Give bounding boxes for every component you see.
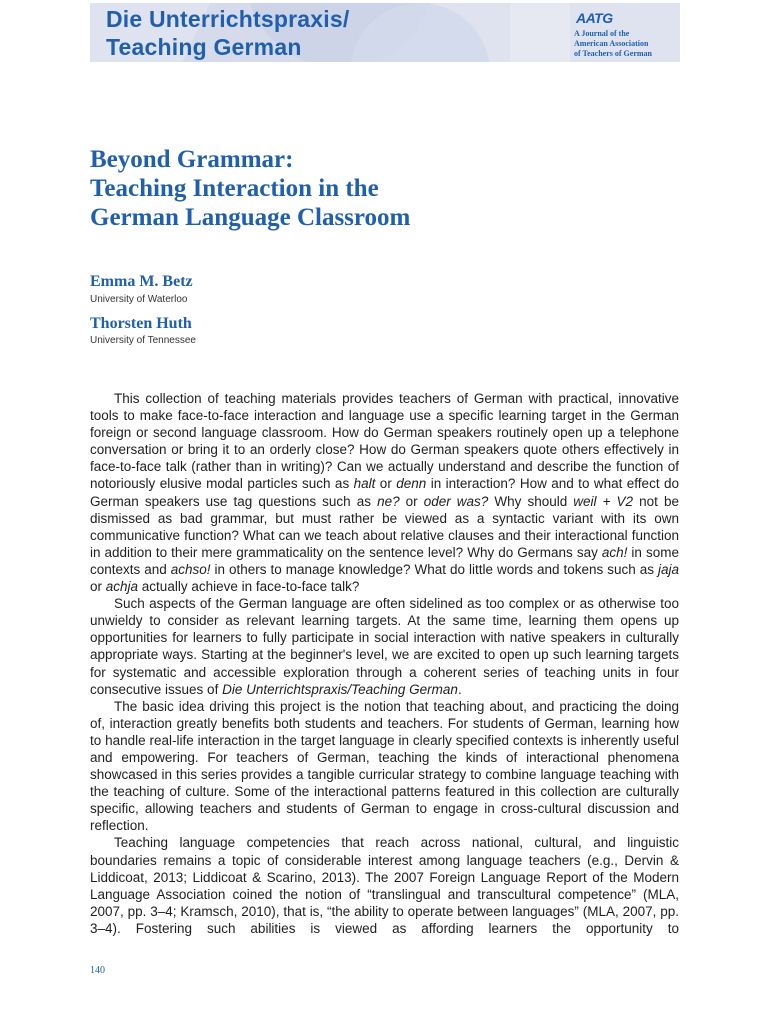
text-run: Such aspects of the German language are often sidelined as too complex or as otherwise too unwieldy to consider as relevant learning targets. At the same time, learning them opens up opportunities for learners to fully participate in social interaction with native speakers in culturally appropriate ways. Starting at the beginner's level, we are excited to open up such learning targets for systematic and accessible exploration through a coherent series of teaching units in four consecutive issues of — [90, 596, 679, 697]
author-affiliation: University of Tennessee — [90, 335, 196, 346]
article-title — [90, 145, 410, 232]
italic-term: halt — [353, 476, 376, 492]
text-run: . — [457, 681, 462, 697]
article-title-line: Beyond Grammar: — [90, 146, 294, 173]
italic-term: ne? — [377, 493, 400, 509]
text-run: or — [399, 493, 424, 509]
journal-title-line: Teaching German — [106, 34, 302, 60]
author-affiliation: University of Waterloo — [90, 294, 188, 305]
tagline-line: American Association — [574, 39, 649, 48]
text-run: in others to manage knowledge? What do little words and tokens such as — [210, 561, 658, 577]
italic-term: oder was? — [423, 493, 489, 509]
italic-term: denn — [396, 476, 427, 492]
body-paragraph — [90, 390, 679, 595]
author-name: Emma M. Betz — [90, 273, 193, 290]
body-paragraph — [90, 595, 679, 698]
text-run: in some contexts and — [90, 544, 679, 577]
text-run: or — [90, 579, 106, 595]
article-title-line: Teaching Interaction in the — [90, 175, 379, 202]
body-paragraph: Teaching language competencies that reach across national, cultural, and linguistic boundaries remains a topic of considerable interest among language teachers (e.g., Dervin & Liddicoat, 2013; Liddicoat & Scarino, 2013). The 2007 Foreign Language Report of the Modern Language Association coined the notion of “translingual and transcultural competence” (MLA, 2007, pp. 3–4; Kramsch, 2010), that is, “the ability to operate between languages” (MLA, 2007, pp. 3–4). Fostering such abilities is viewed as affording learners the opportunity to — [90, 835, 679, 936]
body-paragraph: The basic idea driving this project is the notion that teaching about, and practicing the doing of, interaction greatly benefits both students and teachers. For students of German, learning how to handle real-life interaction in the target language in clearly specified contexts is inherently useful and empowering. For teachers of German, teaching the kinds of interactional phenomena showcased in this series provides a tangible curricular strategy to combine language teaching with the teaching of culture. Some of the interactional patterns featured in this collection are culturally specific, allowing teachers and students of German to engage in cross-cultural discussion and reflection. — [90, 698, 679, 834]
text-run: or — [375, 476, 397, 492]
text-run: Why should — [488, 493, 574, 509]
italic-term: ach! — [601, 544, 628, 560]
page-number: 140 — [90, 965, 105, 976]
italic-term: achja — [105, 579, 139, 595]
tagline-line: of Teachers of German — [574, 49, 652, 58]
article-title-line: German Language Classroom — [90, 204, 411, 231]
text-run: actually achieve in face-to-face talk? — [138, 579, 360, 595]
tagline-line: A Journal of the — [574, 29, 630, 38]
italic-term: Die Unterrichtspraxis/Teaching German — [222, 681, 458, 697]
author-name: Thorsten Huth — [90, 315, 192, 332]
journal-title — [106, 5, 349, 61]
text-run: This collection of teaching materials provides teachers of German with practical, innovative tools to make face-to-face interaction and language use a specific learning target in the German foreign or second language classroom. How do German speakers routinely open up a telephone conversation or bring it to an orderly close? How do German speakers quote others effectively in face-to-face talk (rather than in writing)? Can we actually understand and describe the function of notoriously elusive modal particles such as — [90, 391, 679, 492]
text-run: not be dismissed as bad grammar, but must rather be viewed as a syntactic variant with its own communicative function? What can we teach about relative clauses and their interactional function in addition to their mere grammaticality on the sentence level? Why do Germans say — [90, 493, 679, 560]
journal-title-line: Die Unterrichtspraxis/ — [106, 6, 350, 32]
article-body — [90, 390, 679, 937]
aatg-tagline — [574, 29, 652, 59]
aatg-logo: AATG — [576, 10, 613, 26]
text-run: in interaction? How and to what effect do German speakers use tag questions such as — [90, 476, 679, 509]
journal-banner — [90, 3, 680, 62]
italic-term: weil + V2 — [573, 493, 634, 509]
italic-term: jaja — [657, 561, 679, 577]
italic-term: achso! — [170, 561, 211, 577]
